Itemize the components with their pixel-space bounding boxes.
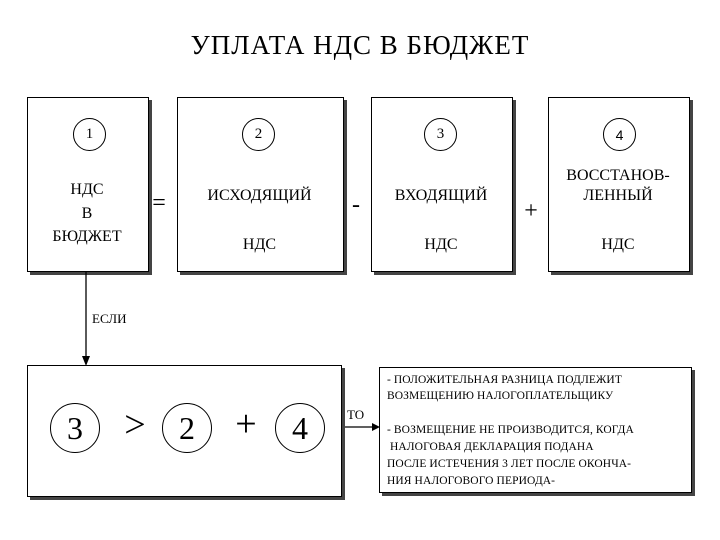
diagram-title: УПЛАТА НДС В БЮДЖЕТ: [190, 30, 530, 60]
box1-label-line2: В: [81, 205, 93, 222]
minus-operator: -: [352, 192, 360, 218]
note2-line4: НИЯ НАЛОГОВОГО ПЕРИОДА-: [387, 475, 556, 487]
box3-label-line1: ВХОДЯЩИЙ: [394, 187, 488, 204]
number-badge-3: 3: [424, 118, 457, 151]
equals-operator: =: [152, 190, 166, 216]
note2-line2: НАЛОГОВАЯ ДЕКЛАРАЦИЯ ПОДАНА: [387, 441, 594, 453]
condition-circle-3: 3: [50, 403, 100, 453]
plus-operator: +: [524, 198, 538, 224]
note2-line3: ПОСЛЕ ИСТЕЧЕНИЯ 3 ЛЕТ ПОСЛЕ ОКОНЧА-: [387, 458, 632, 470]
box1-label-line3: БЮДЖЕТ: [52, 228, 122, 245]
number-badge-2: 2: [242, 118, 275, 151]
greater-than-operator: >: [124, 404, 146, 446]
note2-line1: - ВОЗМЕЩЕНИЕ НЕ ПРОИЗВОДИТСЯ, КОГДА: [387, 424, 634, 436]
number-badge-4: 4: [603, 118, 636, 151]
then-label: ТО: [347, 407, 365, 422]
box1-label-line1: НДС: [70, 181, 104, 198]
condition-circle-4: 4: [275, 403, 325, 453]
box4-label-line1: ВОССТАНОВ-: [566, 167, 670, 184]
note1-line2: ВОЗМЕЩЕНИЮ НАЛОГОПЛАТЕЛЬЩИКУ: [387, 390, 614, 402]
condition-circle-2: 2: [162, 403, 212, 453]
box3-label-line2: НДС: [424, 236, 458, 253]
number-badge-1: 1: [73, 118, 106, 151]
condition-plus-operator: +: [235, 403, 257, 445]
box2-label-line1: ИСХОДЯЩИЙ: [207, 187, 312, 204]
box2-label-line2: НДС: [242, 236, 277, 253]
note1-line1: - ПОЛОЖИТЕЛЬНАЯ РАЗНИЦА ПОДЛЕЖИТ: [387, 374, 622, 386]
box4-label-line2: НДС: [601, 236, 635, 253]
box4-label-line1b: ЛЕННЫЙ: [583, 187, 653, 204]
if-label: ЕСЛИ: [92, 311, 127, 326]
